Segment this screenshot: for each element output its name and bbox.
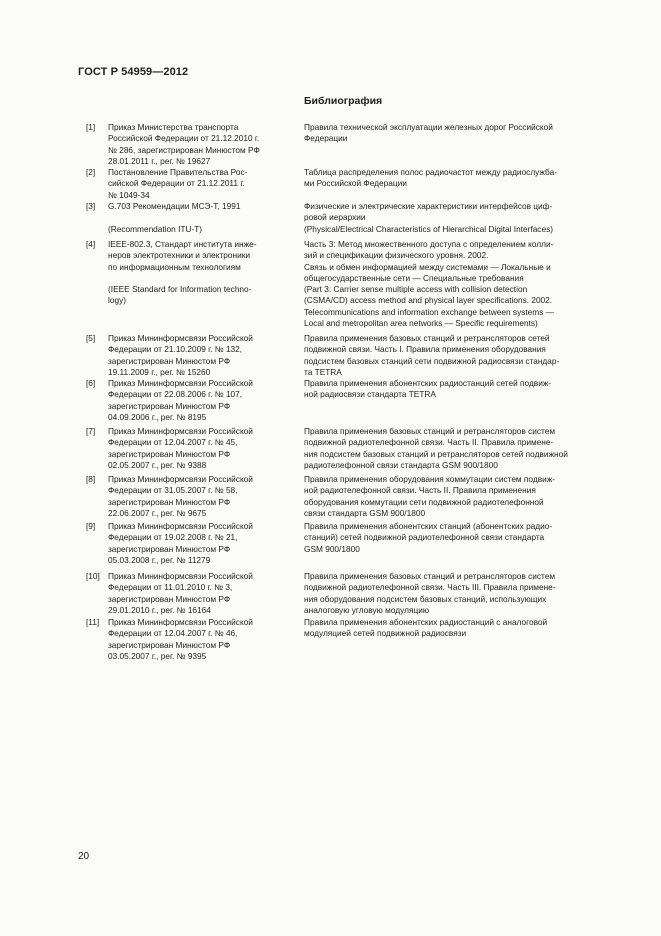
page-number: 20 [78,851,90,862]
entry-number: [1] [86,122,96,132]
entry-description-line: ной радиосвязи стандарта TETRA [304,389,436,400]
entry-description-line: Telecommunications and information exchange between systems — [304,306,554,317]
entry-source-line: Федерации от 22.08.2006 г. № 107, [108,389,243,400]
entry-source [108,617,288,662]
entry-description-line: Связь и обмен информацией между системами — Локальные и [304,261,551,272]
entry-description [304,122,608,145]
entry-number: [4] [86,239,96,249]
entry-source [108,122,288,167]
entry-description-line: (Physical/Electrical Characteristics of Hierarchical Digital Interfaces) [304,223,553,234]
entry-description [304,333,608,378]
entry-source [108,239,288,307]
entry-source-line: зарегистрирован Минюстом РФ [108,496,231,507]
entry-description-line: Правила применения базовых станций и ретрансляторов систем [304,571,556,581]
entry-source [108,333,288,378]
entry-source-line: 29.01.2010 г., рег. № 16164 [108,604,211,615]
entry-source-line: 19.11.2009 г., рег. № 15260 [108,366,211,377]
entry-description-line: Правила технической эксплуатации железных дорог Российской [304,122,553,132]
entry-source-line: Федерации от 11.01.2010 г. № 3, [108,582,233,593]
entry-description [304,201,608,235]
entry-source-line: зарегистрирован Минюстом РФ [108,639,231,650]
entry-source-line: Приказ Мининформсвязи Российской [108,571,253,581]
entry-source-line: зарегистрирован Минюстом РФ [108,543,231,554]
entry-source-line: Приказ Мининформсвязи Российской [108,521,253,531]
entry-source-line: 05.03.2008 г., рег. № 11279 [108,554,211,565]
entry-description-line: Часть 3: Метод множественного доступа с определением колли- [304,239,554,249]
entry-number: [9] [86,521,96,531]
entry-source-line: зарегистрирован Минюстом РФ [108,593,231,604]
entry-source-line: (Recommendation ITU-T) [108,223,203,234]
entry-description-line: (CSMA/CD) access method and physical layer specifications. 2002. [304,295,553,306]
entry-source-line: Российской Федерации от 21.12.2010 г. [108,133,260,144]
entry-source-line: зарегистрирован Минюстом РФ [108,400,231,411]
entry-description-line: Правила применения абонентских радиостанций сетей подвиж- [304,378,552,388]
entry-description-line: общегосударственные сети — Специальные требования [304,272,524,283]
entry-description [304,521,608,555]
entry-description-line: Правила применения базовых станций и ретрансляторов систем [304,426,556,436]
entry-source [108,571,288,616]
entry-source-line: Федерации от 12.04.2007 г. № 46, [108,628,238,639]
entry-description-line: (Part 3: Carrier sense multiple access with collision detection [304,284,528,295]
entry-source-line: Федерации от 31.05.2007 г. № 58, [108,485,238,496]
entry-source-line: сийской Федерации от 21.12.2011 г. [108,178,245,189]
entry-source [108,167,288,201]
document-header: ГОСТ Р 54959—2012 [78,66,189,78]
entry-description [304,239,608,329]
entry-description [304,617,608,640]
entry-source [108,474,288,519]
entry-description-line: станций) сетей подвижной радиотелефонной связи стандарта [304,532,545,543]
entry-source-line: 03.05.2007 г., рег. № 9395 [108,650,207,661]
entry-source-line: Постановление Правительства Рос- [108,167,248,177]
entry-source-line: Приказ Мининформсвязи Российской [108,378,253,388]
entry-description-line: ной радиотелефонной связи. Часть II. Правила применения [304,485,536,496]
entry-source-line: Приказ Мининформсвязи Российской [108,426,253,436]
entry-description-line: ния подсистем базовых станций и ретрансляторов сетей подвижной [304,448,568,459]
entry-source-line: G.703 Рекомендации МСЭ-Т, 1991 [108,201,241,211]
entry-source-line: Приказ Министерства транспорта [108,122,239,132]
entry-description-line: подсистем базовых станций сети подвижной радиосвязи стандар- [304,355,560,366]
entry-source-line: Федерации от 19.02.2008 г. № 21, [108,532,238,543]
entry-description [304,378,608,401]
entry-source-line [108,273,288,284]
entry-description-line: оборудования коммутации сети подвижной радиотелефонной [304,496,544,507]
entry-source-line: (IEEE Standard for Information techno- [108,284,252,295]
entry-description-line: радиотелефонной связи стандарта GSM 900/1800 [304,459,498,470]
entry-description-line: подвижной связи. Часть I. Правила применения оборудования [304,344,546,355]
entry-source-line: зарегистрирован Минюстом РФ [108,355,231,366]
entry-description-line: ния оборудования подсистем базовых станций, использующих [304,593,547,604]
entry-description-line: Физические и электрические характеристики интерфейсов циф- [304,201,553,211]
entry-number: [8] [86,474,96,484]
entry-description-line: Таблица распределения полос радиочастот между радиослужба- [304,167,557,177]
entry-source-line: Приказ Мининформсвязи Российской [108,474,253,484]
entry-number: [7] [86,426,96,436]
entry-description [304,571,608,616]
entry-description [304,474,608,519]
entry-description-line: Правила применения абонентских станций (абонентских радио- [304,521,553,531]
entry-description-line: подвижной радиотелефонной связи. Часть II. Правила примене- [304,437,554,448]
entry-source [108,426,288,471]
entry-source-line: по информационным технологиям [108,261,241,272]
entry-source-line: Федерации от 12.04.2007 г. № 45, [108,437,238,448]
entry-source-line: Приказ Мининформсвязи Российской [108,617,253,627]
entry-number: [6] [86,378,96,388]
entry-description-line: ми Российской Федерации [304,178,407,189]
entry-number: [3] [86,201,96,211]
entry-description-line: GSM 900/1800 [304,543,360,554]
entry-description [304,426,608,471]
entry-source-line: Федерации от 21.10.2009 г. № 132, [108,344,243,355]
entry-source-line: 22.06.2007 г., рег. № 9675 [108,507,207,518]
entry-description-line: Правила применения оборудования коммутации систем подвиж- [304,474,556,484]
entry-source-line: неров электротехники и электроники [108,250,250,261]
entry-number: [2] [86,167,96,177]
entry-description [304,167,608,190]
entry-description-line: ровой иерархии [304,212,366,223]
entry-description-line: Федерации [304,133,348,144]
entry-source-line: 04.09.2006 г., рег. № 8195 [108,411,207,422]
entry-source-line: IEEE-802.3, Стандарт института инже- [108,239,257,249]
entry-number: [11] [86,617,100,627]
entry-source [108,201,288,235]
entry-description-line: Правила применения базовых станций и ретрансляторов сетей [304,333,550,343]
entry-source-line: № 1049-34 [108,189,150,200]
entry-description-line: связи стандарта GSM 900/1800 [304,507,426,518]
entry-source-line: Приказ Мининформсвязи Российской [108,333,253,343]
entry-source [108,378,288,423]
entry-number: [5] [86,333,96,343]
entry-source-line: зарегистрирован Минюстом РФ [108,448,231,459]
entry-source-line [108,212,288,223]
section-title: Библиография [304,95,383,107]
entry-source-line: logy) [108,295,126,306]
entry-source [108,521,288,566]
entry-source-line: 02.05.2007 г., рег. № 9388 [108,459,207,470]
entry-source-line: 28.01.2011 г., рег. № 19627 [108,155,211,166]
entry-description-line: модуляцией сетей подвижной радиосвязи [304,628,467,639]
entry-description-line: аналоговую угловую модуляцию [304,604,430,615]
entry-description-line: та TETRA [304,366,342,377]
entry-description-line: зий и спецификации физического уровня. 2002. [304,250,489,261]
entry-number: [10] [86,571,100,581]
entry-source-line: № 286, зарегистрирован Минюстом РФ [108,144,260,155]
entry-description-line: Правила применения абонентских радиостанций с аналоговой [304,617,548,627]
entry-description-line: Local and metropolitan area networks — Specific requirements) [304,318,538,329]
entry-description-line: подвижной радиотелефонной связи. Часть III. Правила примене- [304,582,556,593]
